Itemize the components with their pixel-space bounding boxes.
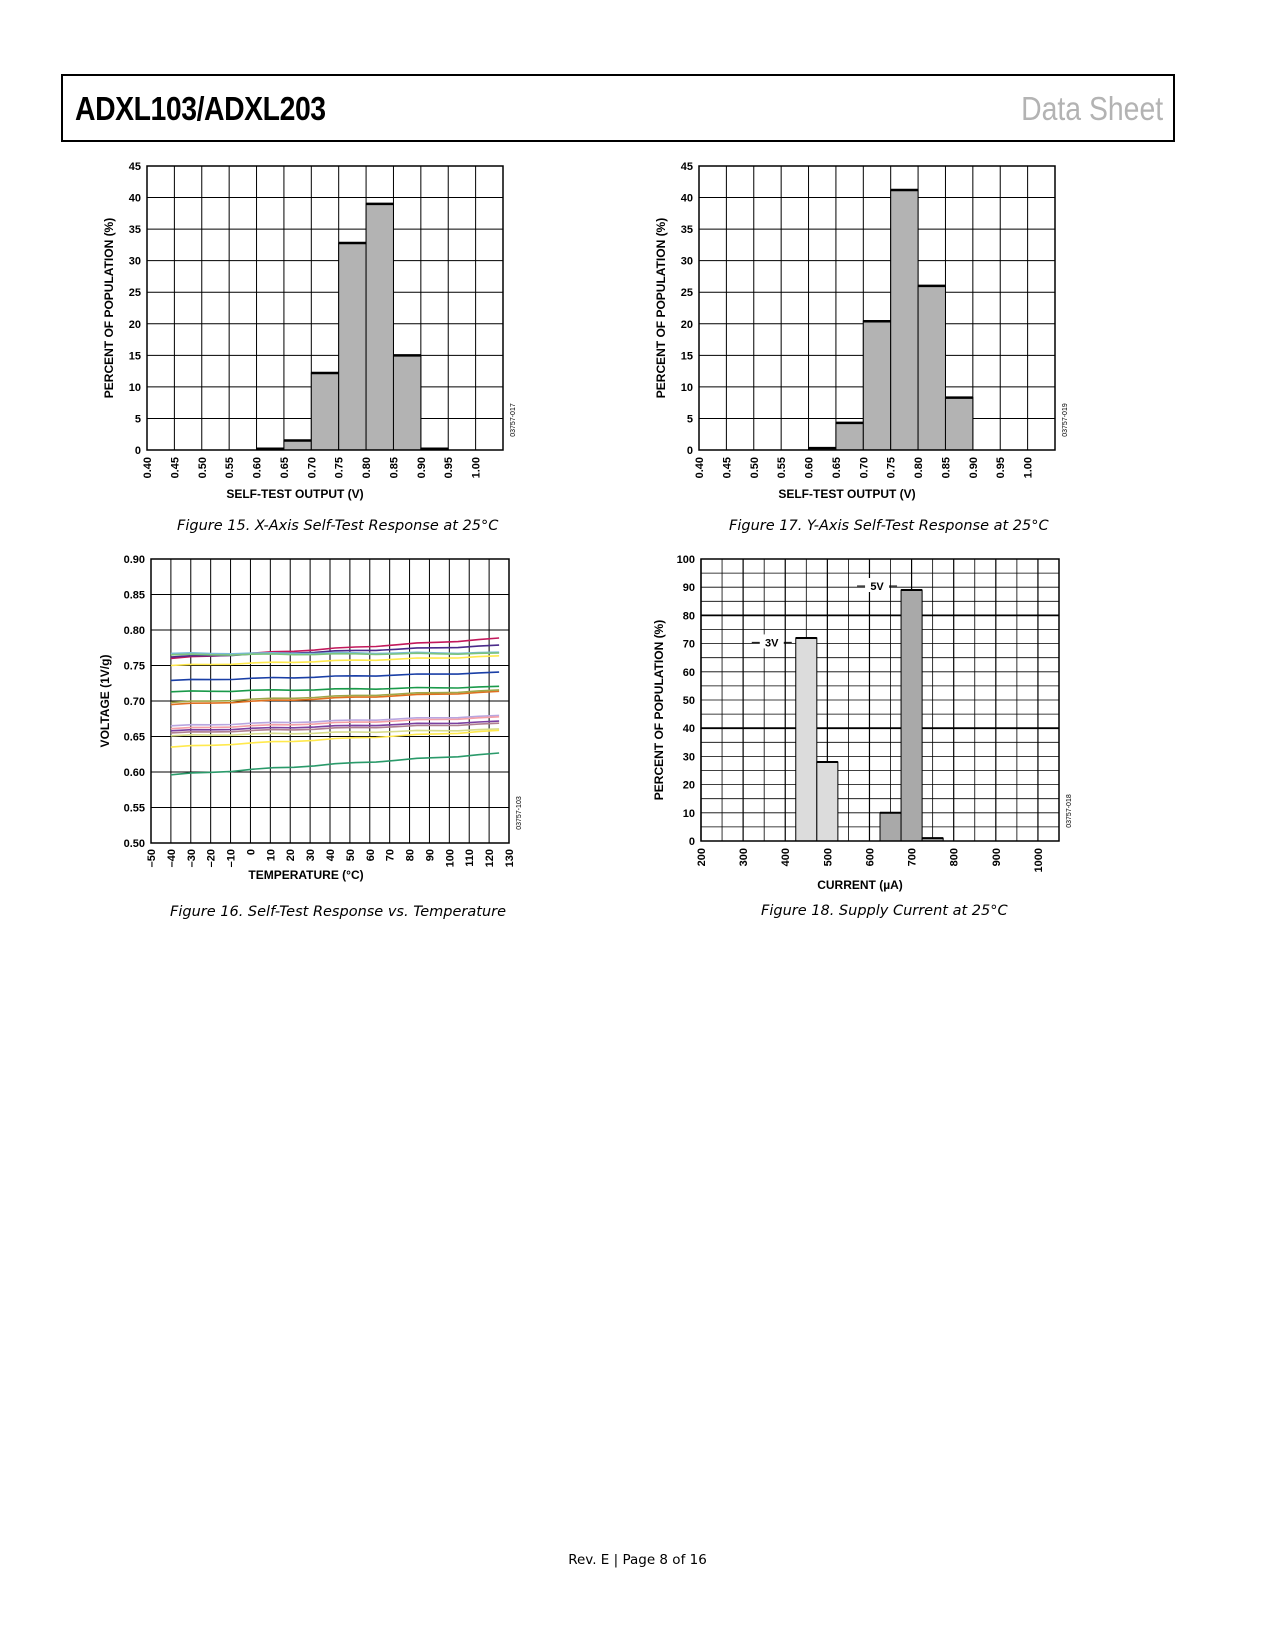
y-tick-label: 90 [682, 582, 695, 595]
x-tick-label: 0.85 [940, 457, 953, 479]
y-tick-label: 30 [682, 751, 695, 764]
x-axis-label: CURRENT (µA) [817, 878, 903, 892]
y-tick-label: 50 [682, 695, 695, 707]
x-tick-label: 700 [906, 848, 919, 867]
bar [918, 286, 945, 450]
x-tick-label: 90 [424, 849, 437, 862]
y-tick-label: 10 [682, 807, 695, 820]
y-tick-label: 0.75 [123, 660, 145, 673]
y-tick-label: 20 [680, 318, 693, 331]
bar [863, 321, 890, 450]
page-header [61, 74, 1175, 142]
x-tick-label: 300 [738, 848, 751, 867]
y-axis-label: PERCENT OF POPULATION (%) [654, 217, 668, 399]
y-tick-label: 30 [680, 255, 693, 268]
x-tick-label: –30 [185, 849, 198, 868]
chart-fig18-supply-current [647, 548, 1107, 898]
x-tick-label: 10 [265, 849, 278, 862]
annotation-3v: 3V [765, 637, 779, 650]
y-tick-label: 25 [680, 287, 693, 300]
figure-code: 03757-103 [516, 796, 523, 830]
x-tick-label: 0.55 [224, 457, 237, 479]
x-axis-label: SELF-TEST OUTPUT (V) [226, 487, 364, 501]
x-tick-label: 500 [822, 848, 835, 867]
x-tick-label: 110 [464, 849, 477, 867]
y-tick-label: 40 [680, 192, 693, 205]
bar-5v [901, 590, 922, 841]
x-axis-label: SELF-TEST OUTPUT (V) [778, 487, 916, 501]
caption-fig16: Figure 16. Self-Test Response vs. Temperature [170, 904, 507, 920]
caption-fig17: Figure 17. Y-Axis Self-Test Response at 25°C [729, 518, 1049, 534]
x-tick-label: –40 [165, 849, 178, 868]
x-tick-label: 0 [245, 849, 258, 856]
x-tick-label: 70 [384, 849, 397, 862]
y-tick-label: 70 [682, 638, 695, 651]
x-tick-label: 0.85 [388, 457, 401, 479]
y-axis-label: VOLTAGE (1V/g) [98, 654, 112, 748]
x-tick-label: 130 [504, 849, 516, 868]
bar [339, 243, 366, 450]
y-tick-label: 0.90 [123, 554, 145, 566]
x-tick-label: 0.65 [278, 457, 291, 479]
bar-5v [880, 813, 901, 841]
x-tick-label: 900 [990, 848, 1003, 867]
bar [945, 398, 972, 450]
x-tick-label: 0.50 [196, 457, 209, 479]
x-tick-label: 0.65 [830, 457, 843, 479]
x-tick-label: 0.60 [803, 457, 816, 479]
y-tick-label: 10 [128, 381, 141, 394]
x-tick-label: 0.70 [858, 457, 871, 479]
x-tick-label: 0.45 [721, 457, 734, 479]
y-tick-label: 60 [682, 666, 695, 679]
x-tick-label: –10 [225, 849, 238, 868]
x-tick-label: 80 [404, 849, 417, 862]
x-tick-label: 0.95 [443, 457, 456, 479]
y-tick-label: 45 [680, 161, 693, 173]
x-tick-label: 0.40 [142, 457, 154, 479]
chart-fig17-y-axis-self-test [647, 155, 1107, 515]
y-tick-label: 15 [128, 350, 141, 363]
y-tick-label: 0.80 [123, 625, 145, 637]
caption-fig18: Figure 18. Supply Current at 25°C [761, 903, 1008, 919]
y-tick-label: 100 [676, 554, 695, 566]
x-tick-label: 1000 [1032, 848, 1045, 873]
x-tick-label: 0.80 [361, 457, 374, 479]
y-axis-label: PERCENT OF POPULATION (%) [652, 619, 666, 801]
x-tick-label: 800 [948, 848, 961, 867]
x-tick-label: 0.40 [694, 457, 706, 479]
bar [891, 190, 918, 450]
x-tick-label: 60 [364, 849, 377, 862]
x-tick-label: 200 [696, 848, 708, 867]
x-tick-label: 0.55 [776, 457, 789, 479]
y-tick-label: 15 [680, 350, 693, 363]
y-tick-label: 10 [680, 381, 693, 394]
y-tick-label: 0 [688, 836, 695, 848]
x-tick-label: 40 [325, 849, 337, 862]
series-line [171, 686, 499, 692]
product-title: ADXL103/ADXL203 [75, 90, 326, 127]
x-tick-label: 0.50 [748, 457, 761, 479]
y-tick-label: 40 [682, 723, 695, 736]
bar [836, 423, 863, 450]
x-tick-label: 30 [305, 849, 318, 862]
x-tick-label: 0.60 [251, 457, 264, 479]
y-tick-label: 45 [128, 161, 141, 173]
y-tick-label: 0 [686, 445, 693, 457]
y-tick-label: 25 [128, 287, 141, 300]
x-tick-label: 0.70 [306, 457, 319, 479]
x-tick-label: –50 [146, 849, 158, 868]
series-line [171, 715, 499, 725]
x-tick-label: 100 [444, 849, 457, 868]
bar [284, 441, 311, 450]
caption-fig15: Figure 15. X-Axis Self-Test Response at 25°C [177, 518, 499, 534]
y-tick-label: 35 [680, 224, 693, 237]
bar [393, 355, 420, 450]
page-footer: Rev. E | Page 8 of 16 [568, 1552, 707, 1568]
y-tick-label: 30 [128, 255, 141, 268]
x-tick-label: 400 [780, 848, 793, 867]
figure-code: 03757-017 [510, 403, 517, 437]
figure-code: 03757-019 [1062, 403, 1069, 437]
x-tick-label: 0.80 [913, 457, 926, 479]
bar-3v [796, 638, 817, 841]
y-tick-label: 0.70 [123, 696, 145, 708]
y-tick-label: 0.85 [123, 589, 145, 602]
y-tick-label: 80 [682, 610, 695, 623]
y-tick-label: 20 [128, 318, 141, 331]
bar [311, 373, 338, 450]
y-tick-label: 0.50 [123, 838, 145, 850]
x-tick-label: –20 [205, 849, 218, 868]
chart-fig16-self-test-vs-temperature [95, 548, 555, 898]
x-axis-label: TEMPERATURE (°C) [248, 868, 364, 882]
x-tick-label: 0.90 [415, 457, 428, 479]
x-tick-label: 0.90 [967, 457, 980, 479]
y-tick-label: 5 [686, 413, 693, 426]
y-tick-label: 0.65 [123, 731, 145, 744]
annotation-5v: 5V [870, 581, 884, 594]
y-tick-label: 35 [128, 224, 141, 237]
x-tick-label: 0.75 [885, 457, 898, 479]
y-tick-label: 0.55 [123, 802, 145, 815]
doc-type-label: Data Sheet [1020, 90, 1163, 127]
figure-code: 03757-018 [1066, 794, 1073, 828]
y-tick-label: 40 [128, 192, 141, 205]
x-tick-label: 600 [864, 848, 877, 867]
chart-fig15-x-axis-self-test [95, 155, 555, 515]
y-tick-label: 0.60 [123, 767, 145, 779]
y-tick-label: 5 [134, 413, 141, 426]
x-tick-label: 0.95 [995, 457, 1008, 479]
series-line [171, 656, 499, 666]
bar [366, 204, 393, 450]
y-tick-label: 20 [682, 779, 695, 792]
x-tick-label: 0.75 [333, 457, 346, 479]
x-tick-label: 0.45 [169, 457, 182, 479]
bar-3v [817, 762, 838, 841]
x-tick-label: 50 [344, 849, 357, 862]
x-tick-label: 20 [285, 849, 298, 862]
x-tick-label: 1.00 [470, 457, 483, 479]
y-axis-label: PERCENT OF POPULATION (%) [102, 217, 116, 399]
x-tick-label: 1.00 [1022, 457, 1035, 479]
series-line [171, 672, 499, 680]
y-tick-label: 0 [134, 445, 141, 457]
x-tick-label: 120 [484, 849, 497, 868]
